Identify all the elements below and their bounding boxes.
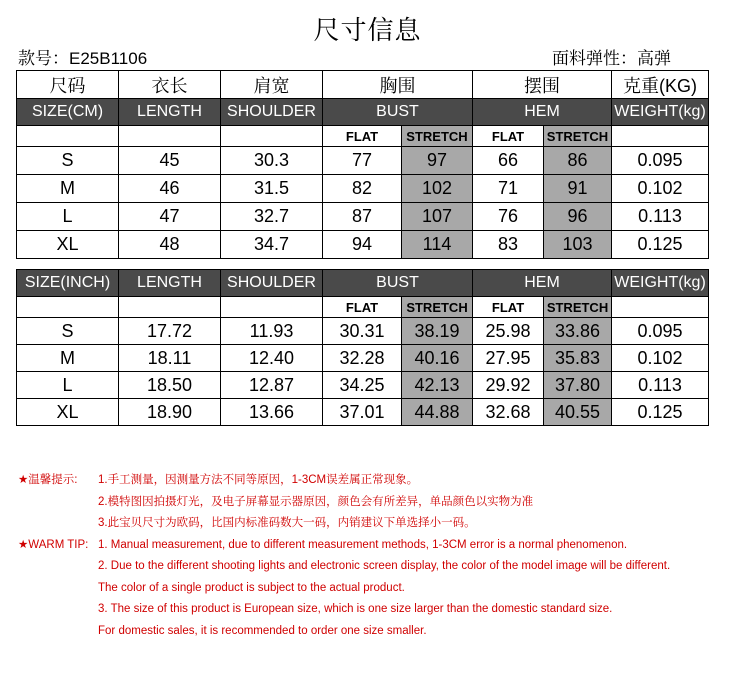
flat-label: FLAT [473, 126, 544, 147]
weight-cell: 0.095 [612, 147, 709, 175]
table-row [17, 203, 709, 231]
stretch-label: STRETCH [402, 126, 473, 147]
bust-stretch-cell: 40.16 [402, 345, 473, 372]
hem-stretch-cell: 35.83 [544, 345, 612, 372]
bust-stretch-cell: 38.19 [402, 318, 473, 345]
hem-flat-cell: 71 [473, 175, 544, 203]
empty-cell [119, 297, 221, 318]
en-tip-text: 3. The size of this product is European size, which is one size larger than the domestic standard size. [98, 603, 613, 615]
en-header-cell: LENGTH [119, 270, 221, 297]
sub-header-row [17, 297, 709, 318]
bust-stretch-cell: 114 [402, 231, 473, 259]
bust-flat-cell: 77 [323, 147, 402, 175]
en-tip-text: The color of a single product is subject to the actual product. [98, 581, 405, 594]
length-cell: 48 [119, 231, 221, 259]
en-header-cell: WEIGHT(kg) [612, 99, 709, 126]
bust-stretch-cell: 107 [402, 203, 473, 231]
en-tip-label: ★WARM TIP: [18, 538, 89, 551]
weight-cell: 0.102 [612, 345, 709, 372]
shoulder-cell: 31.5 [221, 175, 323, 203]
note-line [18, 556, 733, 578]
hem-stretch-cell: 86 [544, 147, 612, 175]
size-cell: M [17, 175, 119, 203]
size-cell: L [17, 372, 119, 399]
en-header-cell: SIZE(CM) [17, 99, 119, 126]
stretch-label: STRETCH [402, 297, 473, 318]
stretch-label: STRETCH [544, 126, 612, 147]
length-cell: 17.72 [119, 318, 221, 345]
en-header-cell: HEM [473, 270, 612, 297]
cn-tip-text: 3.此宝贝尺寸为欧码，比国内标准码数大一码，内销建议下单选择小一码。 [98, 517, 476, 529]
cn-header-cell: 尺码 [17, 71, 119, 99]
weight-cell: 0.095 [612, 318, 709, 345]
table-row [17, 231, 709, 259]
weight-cell: 0.113 [612, 372, 709, 399]
table-row [17, 345, 709, 372]
empty-cell [221, 126, 323, 147]
size-table-cm [16, 70, 709, 259]
en-header-row [17, 99, 709, 126]
bust-flat-cell: 87 [323, 203, 402, 231]
cn-header-cell: 摆围 [473, 71, 612, 99]
note-line [18, 621, 733, 643]
cn-header-cell: 衣长 [119, 71, 221, 99]
size-cell: S [17, 147, 119, 175]
cn-header-row [17, 71, 709, 99]
cn-tip-text: 2.模特图因拍摄灯光，及电子屏幕显示器原因，颜色会有所差异，单品颜色以实物为准 [98, 495, 534, 508]
hem-flat-cell: 25.98 [473, 318, 544, 345]
en-header-cell: SHOULDER [221, 99, 323, 126]
cn-header-cell: 克重(KG) [612, 71, 709, 99]
flat-label: FLAT [473, 297, 544, 318]
flat-label: FLAT [323, 297, 402, 318]
shoulder-cell: 32.7 [221, 203, 323, 231]
en-tip-text: 1. Manual measurement, due to different measurement methods, 1-3CM error is a normal phenomenon. [98, 538, 628, 551]
hem-stretch-cell: 37.80 [544, 372, 612, 399]
bust-flat-cell: 32.28 [323, 345, 402, 372]
en-header-cell: SIZE(INCH) [17, 270, 119, 297]
bust-flat-cell: 37.01 [323, 399, 402, 426]
shoulder-cell: 30.3 [221, 147, 323, 175]
weight-cell: 0.125 [612, 231, 709, 259]
bust-flat-cell: 82 [323, 175, 402, 203]
bust-stretch-cell: 102 [402, 175, 473, 203]
bust-flat-cell: 30.31 [323, 318, 402, 345]
hem-stretch-cell: 33.86 [544, 318, 612, 345]
size-cell: M [17, 345, 119, 372]
size-cell: S [17, 318, 119, 345]
length-cell: 45 [119, 147, 221, 175]
shoulder-cell: 11.93 [221, 318, 323, 345]
hem-flat-cell: 83 [473, 231, 544, 259]
size-cell: L [17, 203, 119, 231]
hem-stretch-cell: 40.55 [544, 399, 612, 426]
length-cell: 18.11 [119, 345, 221, 372]
table-row [17, 399, 709, 426]
flat-label: FLAT [323, 126, 402, 147]
bust-flat-cell: 94 [323, 231, 402, 259]
notes-section [18, 470, 733, 642]
shoulder-cell: 12.40 [221, 345, 323, 372]
length-cell: 47 [119, 203, 221, 231]
shoulder-cell: 12.87 [221, 372, 323, 399]
hem-flat-cell: 76 [473, 203, 544, 231]
en-header-row [17, 270, 709, 297]
empty-cell [17, 297, 119, 318]
hem-flat-cell: 27.95 [473, 345, 544, 372]
en-header-cell: SHOULDER [221, 270, 323, 297]
empty-cell [612, 126, 709, 147]
note-line [18, 492, 733, 514]
fabric-elasticity: 面料弹性：高弹 [552, 49, 671, 68]
length-cell: 18.50 [119, 372, 221, 399]
table-row [17, 147, 709, 175]
note-line [18, 470, 733, 492]
shoulder-cell: 13.66 [221, 399, 323, 426]
size-cell: XL [17, 231, 119, 259]
hem-flat-cell: 29.92 [473, 372, 544, 399]
cn-tip-text: 1.手工测量，因测量方法不同等原因，1-3CM误差属正常现象。 [98, 474, 419, 486]
shoulder-cell: 34.7 [221, 231, 323, 259]
empty-cell [612, 297, 709, 318]
hem-flat-cell: 32.68 [473, 399, 544, 426]
note-line [18, 513, 733, 535]
size-table-inch [16, 269, 709, 426]
note-line [18, 578, 733, 600]
stretch-label: STRETCH [544, 297, 612, 318]
empty-cell [17, 126, 119, 147]
note-line [18, 535, 733, 557]
en-header-cell: LENGTH [119, 99, 221, 126]
empty-cell [119, 126, 221, 147]
hem-stretch-cell: 96 [544, 203, 612, 231]
hem-flat-cell: 66 [473, 147, 544, 175]
empty-cell [221, 297, 323, 318]
bust-flat-cell: 34.25 [323, 372, 402, 399]
cn-tip-label: ★温馨提示: [18, 474, 78, 486]
hem-stretch-cell: 103 [544, 231, 612, 259]
bust-stretch-cell: 42.13 [402, 372, 473, 399]
page-title: 尺寸信息 [313, 15, 422, 45]
weight-cell: 0.113 [612, 203, 709, 231]
length-cell: 18.90 [119, 399, 221, 426]
en-header-cell: BUST [323, 99, 473, 126]
en-header-cell: HEM [473, 99, 612, 126]
note-line [18, 599, 733, 621]
en-header-cell: BUST [323, 270, 473, 297]
cn-header-cell: 肩宽 [221, 71, 323, 99]
cn-header-cell: 胸围 [323, 71, 473, 99]
bust-stretch-cell: 97 [402, 147, 473, 175]
weight-cell: 0.102 [612, 175, 709, 203]
hem-stretch-cell: 91 [544, 175, 612, 203]
sub-header-row [17, 126, 709, 147]
en-tip-text: 2. Due to the different shooting lights and electronic screen display, the color of the model image will be different. [98, 560, 671, 572]
table-row [17, 175, 709, 203]
en-tip-text: For domestic sales, it is recommended to order one size smaller. [98, 624, 427, 637]
table-row [17, 318, 709, 345]
length-cell: 46 [119, 175, 221, 203]
en-header-cell: WEIGHT(kg) [612, 270, 709, 297]
size-cell: XL [17, 399, 119, 426]
weight-cell: 0.125 [612, 399, 709, 426]
style-number: 款号：E25B1106 [18, 49, 148, 68]
bust-stretch-cell: 44.88 [402, 399, 473, 426]
table-row [17, 372, 709, 399]
